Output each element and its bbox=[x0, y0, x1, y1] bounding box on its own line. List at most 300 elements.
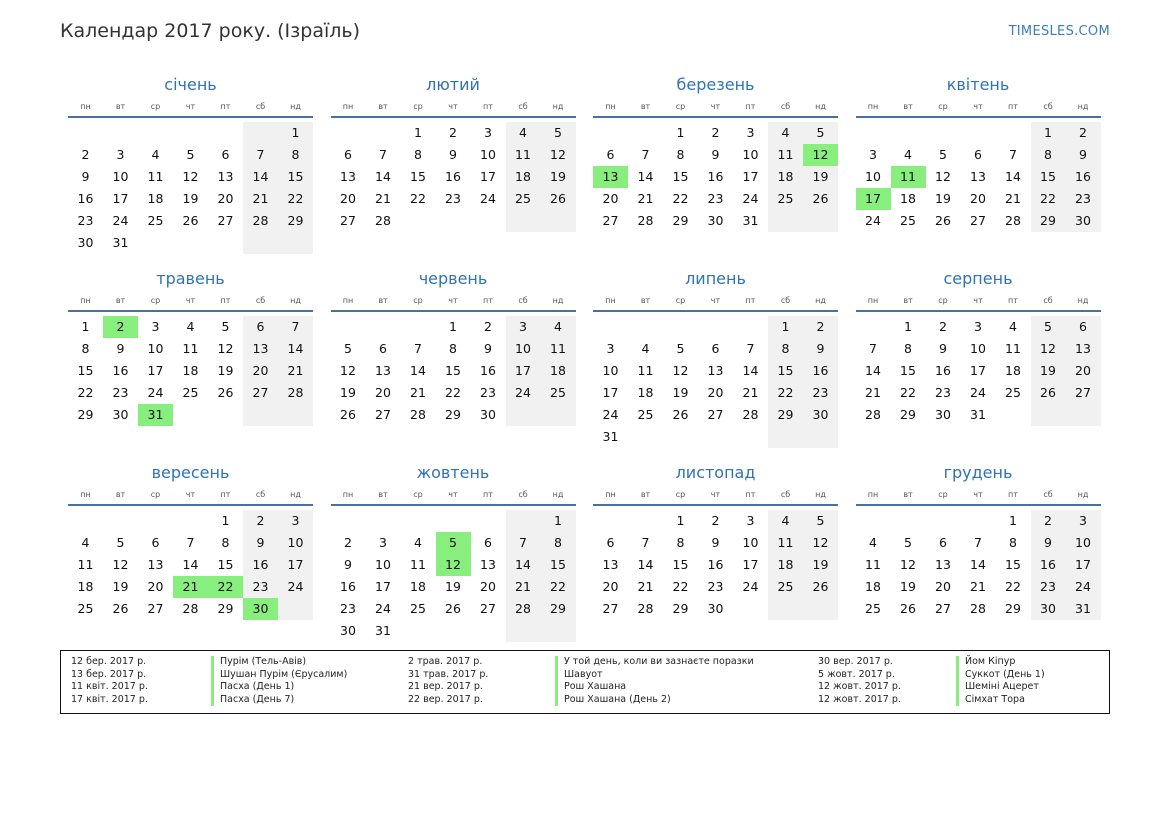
holiday-date: 30 вер. 2017 р. bbox=[818, 656, 893, 667]
day-grid bbox=[68, 510, 313, 620]
day-cell: 5 bbox=[803, 510, 838, 532]
day-cell: 21 bbox=[278, 360, 313, 382]
empty-cell bbox=[733, 426, 768, 448]
day-cell: 31 bbox=[970, 407, 986, 422]
holiday-legend bbox=[60, 650, 1110, 714]
day-cell: 22 bbox=[768, 382, 803, 404]
legend-row bbox=[61, 656, 1109, 669]
empty-cell bbox=[278, 598, 313, 620]
day-cell: 25 bbox=[637, 407, 654, 422]
day-cell: 1 bbox=[1009, 513, 1017, 528]
day-cell: 31 bbox=[742, 213, 759, 228]
day-cell: 30 bbox=[803, 404, 838, 426]
empty-cell bbox=[331, 510, 366, 532]
weekday-header bbox=[856, 489, 1101, 506]
empty-cell bbox=[436, 620, 471, 642]
day-cell: 7 bbox=[869, 341, 877, 356]
day-cell: 16 bbox=[445, 169, 461, 184]
empty-cell bbox=[698, 426, 733, 448]
day-cell: 12 bbox=[1031, 338, 1066, 360]
day-cell: 22 bbox=[410, 191, 426, 206]
day-cell: 11 bbox=[182, 341, 199, 356]
day-cell: 16 bbox=[1031, 554, 1066, 576]
weekday-header bbox=[331, 101, 576, 118]
day-cell: 6 bbox=[606, 535, 615, 550]
empty-cell bbox=[436, 210, 471, 232]
day-cell: 30 bbox=[935, 407, 951, 422]
empty-cell bbox=[278, 232, 313, 254]
holiday-name: Суккот (День 1) bbox=[956, 669, 1045, 682]
day-grid bbox=[593, 122, 838, 232]
day-cell: 13 bbox=[602, 557, 619, 572]
holiday-date: 12 жовт. 2017 р. bbox=[818, 693, 901, 705]
day-cell: 2 bbox=[711, 513, 720, 528]
day-cell: 7 bbox=[243, 144, 278, 166]
day-cell: 22 bbox=[1005, 579, 1021, 594]
day-cell: 3 bbox=[606, 341, 615, 356]
day-cell: 10 bbox=[112, 169, 129, 184]
day-cell: 1 bbox=[414, 125, 422, 140]
day-cell: 21 bbox=[173, 576, 208, 598]
empty-cell bbox=[138, 510, 173, 532]
day-cell: 4 bbox=[904, 147, 912, 162]
day-cell: 8 bbox=[1031, 144, 1066, 166]
day-cell: 1 bbox=[676, 125, 685, 140]
day-cell: 14 bbox=[742, 363, 759, 378]
day-cell: 20 bbox=[243, 360, 278, 382]
weekday-label: чт bbox=[185, 102, 196, 111]
weekday-label: чт bbox=[973, 102, 983, 111]
weekday-label: ср bbox=[675, 102, 686, 111]
weekday-label: пн bbox=[80, 296, 91, 305]
day-cell: 7 bbox=[379, 147, 387, 162]
day-cell: 13 bbox=[375, 363, 391, 378]
day-cell: 7 bbox=[641, 535, 650, 550]
day-cell: 14 bbox=[970, 557, 986, 572]
day-cell: 6 bbox=[243, 316, 278, 338]
day-cell: 25 bbox=[77, 601, 94, 616]
holiday-date: 11 квіт. 2017 р. bbox=[71, 681, 148, 693]
day-cell: 10 bbox=[147, 341, 164, 356]
day-cell: 9 bbox=[116, 341, 125, 356]
day-cell: 5 bbox=[904, 535, 912, 550]
empty-cell bbox=[1031, 404, 1066, 426]
weekday-label: вт bbox=[640, 490, 651, 499]
month-name: жовтень bbox=[416, 463, 490, 482]
weekday-label: вт bbox=[903, 102, 913, 111]
weekday-label: пн bbox=[342, 490, 354, 499]
month-name: липень bbox=[685, 269, 746, 288]
day-cell: 23 bbox=[1066, 188, 1101, 210]
day-cell: 18 bbox=[637, 385, 654, 400]
day-cell: 31 bbox=[602, 429, 619, 444]
weekday-label: нд bbox=[1077, 296, 1089, 305]
weekday-label: пт bbox=[745, 296, 756, 305]
day-cell: 13 bbox=[593, 166, 628, 188]
day-grid bbox=[331, 122, 576, 232]
day-cell: 9 bbox=[344, 557, 352, 572]
day-cell: 19 bbox=[541, 166, 576, 188]
day-cell: 12 bbox=[541, 144, 576, 166]
weekday-label: нд bbox=[290, 296, 301, 305]
day-cell: 6 bbox=[606, 147, 615, 162]
empty-cell bbox=[103, 122, 138, 144]
weekday-header bbox=[68, 489, 313, 506]
day-cell: 19 bbox=[340, 385, 356, 400]
calendar-grid bbox=[68, 75, 1101, 657]
day-cell: 21 bbox=[970, 579, 986, 594]
empty-cell bbox=[996, 404, 1031, 426]
day-cell: 27 bbox=[602, 601, 619, 616]
day-cell: 28 bbox=[637, 601, 654, 616]
day-cell: 10 bbox=[602, 363, 619, 378]
day-cell: 14 bbox=[865, 363, 881, 378]
weekday-label: чт bbox=[185, 296, 196, 305]
empty-cell bbox=[628, 426, 663, 448]
weekday-label: чт bbox=[710, 102, 721, 111]
day-cell: 2 bbox=[449, 125, 457, 140]
weekday-label: вт bbox=[115, 102, 126, 111]
day-cell: 15 bbox=[410, 169, 426, 184]
day-cell: 11 bbox=[768, 144, 803, 166]
day-cell: 6 bbox=[484, 535, 492, 550]
day-cell: 17 bbox=[1066, 554, 1101, 576]
day-cell: 8 bbox=[1009, 535, 1017, 550]
month-4 bbox=[856, 75, 1101, 269]
day-cell: 2 bbox=[1031, 510, 1066, 532]
empty-cell bbox=[628, 510, 663, 532]
day-cell: 25 bbox=[147, 213, 164, 228]
empty-cell bbox=[506, 510, 541, 532]
weekday-label: пн bbox=[867, 490, 879, 499]
empty-cell bbox=[401, 620, 436, 642]
day-cell: 3 bbox=[484, 125, 492, 140]
day-cell: 16 bbox=[112, 363, 129, 378]
day-cell: 17 bbox=[112, 191, 129, 206]
day-cell: 23 bbox=[707, 579, 724, 594]
empty-cell bbox=[506, 404, 541, 426]
weekday-label: ср bbox=[413, 490, 423, 499]
day-cell: 2 bbox=[344, 535, 352, 550]
day-cell: 29 bbox=[77, 407, 94, 422]
day-cell: 1 bbox=[768, 316, 803, 338]
weekday-label: пн bbox=[342, 102, 354, 111]
empty-cell bbox=[926, 510, 961, 532]
empty-cell bbox=[173, 404, 208, 426]
day-cell: 9 bbox=[81, 169, 90, 184]
day-cell: 7 bbox=[414, 341, 422, 356]
day-cell: 27 bbox=[935, 601, 951, 616]
empty-cell bbox=[401, 316, 436, 338]
holiday-name: Шеміні Ацерет bbox=[956, 681, 1039, 694]
day-cell: 13 bbox=[970, 169, 986, 184]
day-cell: 30 bbox=[77, 235, 94, 250]
weekday-header bbox=[68, 101, 313, 118]
day-grid bbox=[68, 316, 313, 426]
day-cell: 9 bbox=[243, 532, 278, 554]
weekday-header bbox=[68, 295, 313, 312]
holiday-date: 22 вер. 2017 р. bbox=[408, 693, 483, 705]
day-cell: 12 bbox=[935, 169, 951, 184]
day-cell: 19 bbox=[803, 554, 838, 576]
month-name: грудень bbox=[943, 463, 1013, 482]
day-cell: 17 bbox=[375, 579, 391, 594]
legend-row bbox=[61, 669, 1109, 682]
day-cell: 15 bbox=[672, 169, 689, 184]
day-cell: 29 bbox=[672, 601, 689, 616]
month-3 bbox=[593, 75, 838, 269]
day-cell: 16 bbox=[803, 360, 838, 382]
month-name: квітень bbox=[946, 75, 1010, 94]
day-cell: 9 bbox=[939, 341, 947, 356]
holiday-name: Шушан Пурім (Єрусалим) bbox=[211, 669, 347, 682]
day-cell: 20 bbox=[602, 579, 619, 594]
day-cell: 5 bbox=[436, 532, 471, 554]
day-cell: 2 bbox=[103, 316, 138, 338]
weekday-label: ср bbox=[150, 296, 161, 305]
day-cell: 26 bbox=[935, 213, 951, 228]
empty-cell bbox=[366, 122, 401, 144]
day-cell: 15 bbox=[217, 557, 234, 572]
page-title: Календар 2017 року. (Ізраїль) bbox=[60, 20, 361, 42]
empty-cell bbox=[68, 510, 103, 532]
empty-cell bbox=[506, 620, 541, 642]
weekday-label: нд bbox=[552, 296, 564, 305]
month-name: травень bbox=[156, 269, 225, 288]
empty-cell bbox=[593, 316, 628, 338]
day-cell: 23 bbox=[77, 213, 94, 228]
day-cell: 19 bbox=[803, 166, 838, 188]
month-11 bbox=[593, 463, 838, 657]
day-cell: 18 bbox=[506, 166, 541, 188]
holiday-name: Сімхат Тора bbox=[956, 694, 1025, 707]
day-cell: 14 bbox=[637, 557, 654, 572]
month-name: лютий bbox=[426, 75, 480, 94]
empty-cell bbox=[961, 510, 996, 532]
weekday-label: ср bbox=[938, 490, 948, 499]
day-cell: 13 bbox=[935, 557, 951, 572]
day-cell: 23 bbox=[243, 576, 278, 598]
day-cell: 19 bbox=[112, 579, 129, 594]
day-cell: 29 bbox=[672, 213, 689, 228]
day-cell: 17 bbox=[970, 363, 986, 378]
day-cell: 8 bbox=[904, 341, 912, 356]
day-cell: 11 bbox=[541, 338, 576, 360]
empty-cell bbox=[331, 122, 366, 144]
day-cell: 3 bbox=[746, 125, 755, 140]
empty-cell bbox=[1066, 404, 1101, 426]
day-cell: 3 bbox=[116, 147, 125, 162]
day-cell: 6 bbox=[711, 341, 720, 356]
day-cell: 8 bbox=[81, 341, 90, 356]
day-cell: 27 bbox=[1066, 382, 1101, 404]
day-cell: 17 bbox=[480, 169, 496, 184]
day-cell: 6 bbox=[939, 535, 947, 550]
day-cell: 3 bbox=[151, 319, 160, 334]
day-cell: 27 bbox=[243, 382, 278, 404]
holiday-name: Пасха (День 7) bbox=[211, 694, 294, 707]
day-cell: 22 bbox=[900, 385, 916, 400]
day-grid bbox=[331, 316, 576, 426]
day-cell: 10 bbox=[865, 169, 881, 184]
day-cell: 16 bbox=[340, 579, 356, 594]
weekday-label: нд bbox=[815, 490, 826, 499]
empty-cell bbox=[768, 598, 803, 620]
day-cell: 10 bbox=[480, 147, 496, 162]
weekday-label: нд bbox=[815, 102, 826, 111]
day-grid bbox=[593, 510, 838, 620]
day-cell: 22 bbox=[278, 188, 313, 210]
weekday-label: пт bbox=[745, 490, 756, 499]
day-cell: 11 bbox=[768, 532, 803, 554]
day-cell: 29 bbox=[1031, 210, 1066, 232]
day-cell: 22 bbox=[672, 579, 689, 594]
day-cell: 21 bbox=[506, 576, 541, 598]
day-cell: 7 bbox=[974, 535, 982, 550]
weekday-header bbox=[331, 489, 576, 506]
empty-cell bbox=[331, 316, 366, 338]
weekday-label: пт bbox=[745, 102, 756, 111]
holiday-date: 21 вер. 2017 р. bbox=[408, 681, 483, 693]
day-cell: 26 bbox=[182, 213, 199, 228]
empty-cell bbox=[471, 510, 506, 532]
day-cell: 1 bbox=[81, 319, 90, 334]
weekday-label: вт bbox=[115, 490, 126, 499]
empty-cell bbox=[243, 232, 278, 254]
day-cell: 10 bbox=[742, 535, 759, 550]
weekday-label: пн bbox=[80, 490, 91, 499]
day-cell: 11 bbox=[1005, 341, 1021, 356]
day-cell: 8 bbox=[676, 147, 685, 162]
day-cell: 11 bbox=[891, 166, 926, 188]
day-cell: 18 bbox=[410, 579, 426, 594]
day-cell: 8 bbox=[541, 532, 576, 554]
weekday-label: чт bbox=[973, 490, 983, 499]
day-cell: 18 bbox=[541, 360, 576, 382]
day-cell: 13 bbox=[1066, 338, 1101, 360]
weekday-label: вт bbox=[640, 296, 651, 305]
weekday-label: ср bbox=[675, 296, 686, 305]
weekday-label: чт bbox=[448, 102, 458, 111]
weekday-label: пт bbox=[1008, 102, 1018, 111]
day-cell: 23 bbox=[480, 385, 496, 400]
month-1 bbox=[68, 75, 313, 269]
empty-cell bbox=[856, 316, 891, 338]
day-cell: 20 bbox=[147, 579, 164, 594]
day-cell: 2 bbox=[243, 510, 278, 532]
weekday-header bbox=[856, 101, 1101, 118]
day-cell: 26 bbox=[541, 188, 576, 210]
day-cell: 25 bbox=[506, 188, 541, 210]
day-cell: 18 bbox=[182, 363, 199, 378]
day-cell: 4 bbox=[186, 319, 195, 334]
day-cell: 25 bbox=[1005, 385, 1021, 400]
day-cell: 25 bbox=[768, 188, 803, 210]
day-cell: 24 bbox=[865, 213, 881, 228]
day-cell: 28 bbox=[410, 407, 426, 422]
weekday-label: сб bbox=[255, 102, 266, 111]
weekday-label: сб bbox=[1043, 490, 1053, 499]
weekday-label: сб bbox=[518, 102, 528, 111]
day-cell: 14 bbox=[506, 554, 541, 576]
legend-row bbox=[61, 681, 1109, 694]
weekday-label: пт bbox=[220, 102, 231, 111]
weekday-label: нд bbox=[552, 490, 564, 499]
day-cell: 29 bbox=[217, 601, 234, 616]
day-cell: 25 bbox=[768, 576, 803, 598]
month-name: листопад bbox=[675, 463, 756, 482]
empty-cell bbox=[243, 122, 278, 144]
day-cell: 28 bbox=[182, 601, 199, 616]
weekday-header bbox=[593, 489, 838, 506]
day-cell: 19 bbox=[672, 385, 689, 400]
day-cell: 5 bbox=[221, 319, 230, 334]
weekday-label: чт bbox=[448, 296, 458, 305]
day-cell: 18 bbox=[768, 166, 803, 188]
weekday-label: нд bbox=[552, 102, 564, 111]
day-cell: 25 bbox=[865, 601, 881, 616]
day-cell: 19 bbox=[217, 363, 234, 378]
weekday-label: сб bbox=[255, 296, 266, 305]
day-cell: 28 bbox=[278, 382, 313, 404]
day-cell: 20 bbox=[480, 579, 496, 594]
holiday-name: Йом Кіпур bbox=[956, 656, 1015, 669]
day-cell: 13 bbox=[217, 169, 234, 184]
weekday-label: пн bbox=[867, 102, 879, 111]
empty-cell bbox=[803, 210, 838, 232]
day-cell: 22 bbox=[445, 385, 461, 400]
weekday-label: пт bbox=[220, 490, 231, 499]
empty-cell bbox=[733, 316, 768, 338]
weekday-label: чт bbox=[448, 490, 458, 499]
day-cell: 29 bbox=[445, 407, 461, 422]
day-cell: 17 bbox=[742, 169, 759, 184]
day-cell: 29 bbox=[541, 598, 576, 620]
site-link[interactable]: TIMESLES.COM bbox=[1008, 24, 1110, 39]
day-cell: 14 bbox=[182, 557, 199, 572]
day-cell: 11 bbox=[865, 557, 881, 572]
month-12 bbox=[856, 463, 1101, 657]
day-cell: 26 bbox=[672, 407, 689, 422]
day-cell: 3 bbox=[746, 513, 755, 528]
day-cell: 30 bbox=[340, 623, 356, 638]
day-cell: 15 bbox=[1031, 166, 1066, 188]
day-cell: 6 bbox=[379, 341, 387, 356]
weekday-label: вт bbox=[378, 296, 388, 305]
day-cell: 31 bbox=[1066, 598, 1101, 620]
day-cell: 15 bbox=[278, 166, 313, 188]
day-cell: 12 bbox=[900, 557, 916, 572]
day-cell: 5 bbox=[676, 341, 685, 356]
day-cell: 31 bbox=[138, 404, 173, 426]
day-cell: 28 bbox=[637, 213, 654, 228]
day-cell: 5 bbox=[116, 535, 125, 550]
day-cell: 10 bbox=[278, 532, 313, 554]
day-cell: 23 bbox=[340, 601, 356, 616]
weekday-label: пт bbox=[1008, 490, 1018, 499]
day-grid bbox=[593, 316, 838, 448]
weekday-label: пн bbox=[605, 296, 616, 305]
day-cell: 11 bbox=[147, 169, 164, 184]
month-10 bbox=[331, 463, 576, 657]
month-name: березень bbox=[676, 75, 755, 94]
weekday-label: ср bbox=[938, 296, 948, 305]
day-cell: 5 bbox=[803, 122, 838, 144]
day-cell: 19 bbox=[445, 579, 461, 594]
day-cell: 3 bbox=[506, 316, 541, 338]
day-cell: 7 bbox=[641, 147, 650, 162]
holiday-date: 5 жовт. 2017 р. bbox=[818, 668, 895, 680]
